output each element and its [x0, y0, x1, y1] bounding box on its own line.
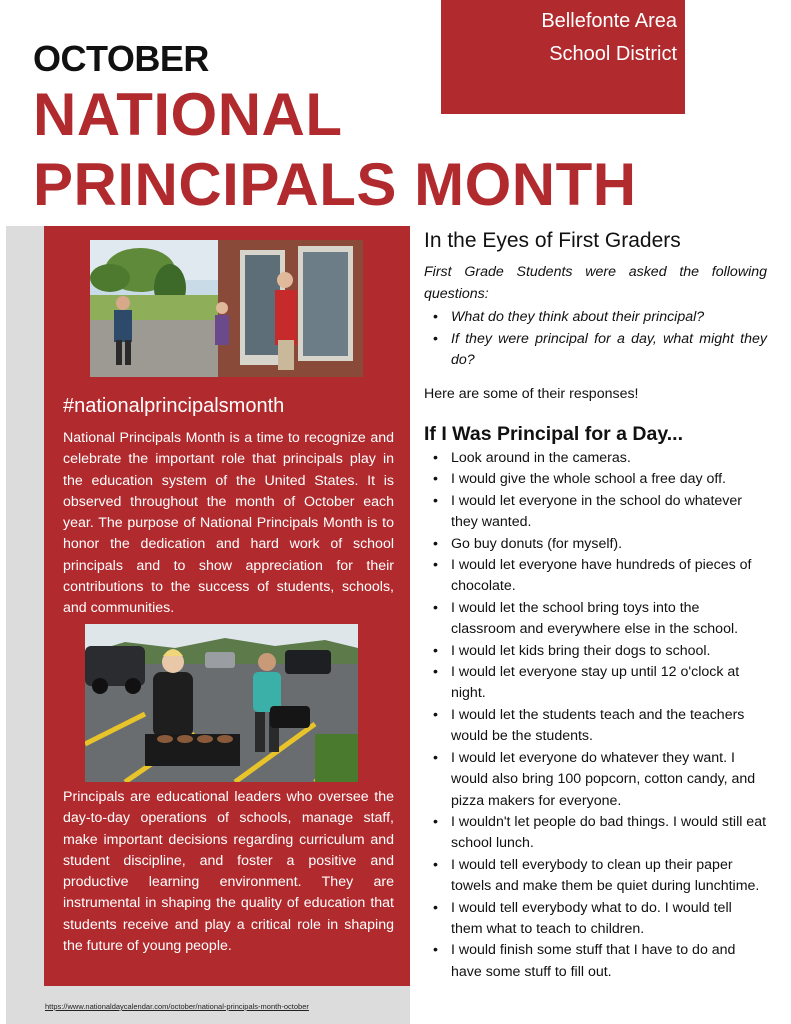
answer-item: • I would tell everybody to clean up their paper towels and make them be quiet during lunchtime. — [424, 855, 767, 898]
district-name-line1: Bellefonte Area — [541, 10, 677, 32]
answer-item: • I would tell everybody what to do. I would tell them what to teach to children. — [424, 898, 767, 941]
title-line1: NATIONAL — [33, 81, 343, 148]
answer-item: • I would let everyone have hundreds of pieces of chocolate. — [424, 555, 767, 598]
answer-item: • I would finish some stuff that I have to do and have some stuff to fill out. — [424, 940, 767, 983]
first-graders-heading: In the Eyes of First Graders — [424, 229, 681, 252]
answer-item: • I wouldn't let people do bad things. I would still eat school lunch. — [424, 812, 767, 855]
district-name-line2: School District — [549, 43, 677, 65]
source-link[interactable]: https://www.nationaldaycalendar.com/october/national-principals-month-october — [45, 1002, 309, 1011]
answer-list — [424, 448, 767, 983]
responses-intro: Here are some of their responses! — [424, 386, 639, 402]
survey-intro-text: First Grade Students were asked the following questions: — [424, 264, 767, 302]
principal-for-a-day-heading: If I Was Principal for a Day... — [424, 423, 683, 445]
answer-item: • I would let the school bring toys into the classroom and everywhere else in the school. — [424, 598, 767, 641]
photo-principals-grilling — [85, 624, 358, 782]
answer-item: • I would give the whole school a free day off. — [424, 469, 767, 490]
answer-item: • I would let the students teach and the teachers would be the students. — [424, 705, 767, 748]
question-item: • What do they think about their principal? — [424, 307, 767, 329]
photo-principal-greeting-students — [90, 240, 363, 377]
hashtag: #nationalprincipalsmonth — [63, 395, 285, 417]
title-line2: PRINCIPALS MONTH — [33, 151, 637, 218]
title-kicker: OCTOBER — [33, 38, 209, 79]
answer-item: • I would let everyone do whatever they want. I would also bring 100 popcorn, cotton candy, and pizza makers for everyone. — [424, 748, 767, 812]
answer-item: • Look around in the cameras. — [424, 448, 767, 469]
about-paragraph: National Principals Month is a time to recognize and celebrate the important role that principals play in the education system of the United States. It is observed throughout the month of October each year. The purpose of National Principals Month is to honor the dedication and hard work of school principals and to show appreciation for their contributions to the success of students, schools, and communities. — [63, 430, 394, 617]
answer-item: • I would let kids bring their dogs to school. — [424, 641, 767, 662]
role-paragraph: Principals are educational leaders who oversee the day-to-day operations of schools, manage staff, make important decisions regarding curriculum and student discipline, and foster a positive and productive learning environment. They are instrumental in shaping the quality of education that students receive and play a critical role in shaping the future of young people. — [63, 789, 394, 955]
survey-intro — [424, 262, 767, 372]
answer-item: • I would let everyone in the school do whatever they wanted. — [424, 491, 767, 534]
answer-item: • I would let everyone stay up until 12 o'clock at night. — [424, 662, 767, 705]
question-list — [424, 307, 767, 372]
district-banner — [441, 0, 685, 114]
question-item: • If they were principal for a day, what might they do? — [424, 329, 767, 372]
answer-item: • Go buy donuts (for myself). — [424, 534, 767, 555]
